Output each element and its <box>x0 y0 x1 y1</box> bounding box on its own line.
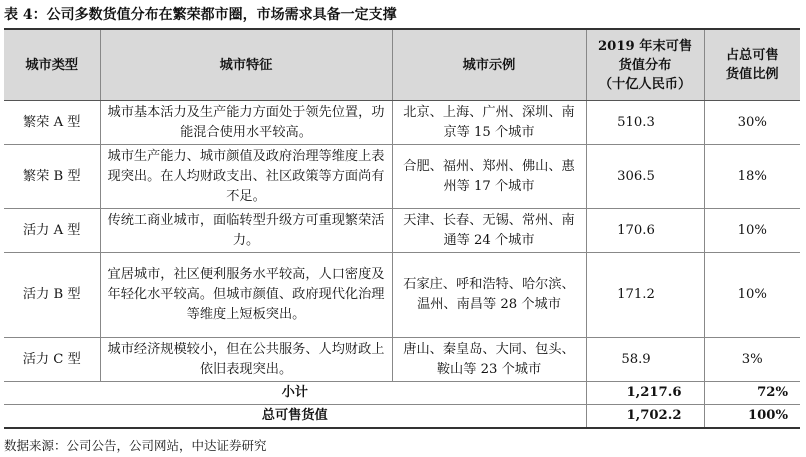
header-value <box>586 29 704 101</box>
share-cell: 3% <box>704 338 800 382</box>
total-row <box>4 405 800 429</box>
value-cell: 58.9 <box>586 338 704 382</box>
share-cell: 10% <box>704 253 800 338</box>
city-example: 石家庄、呼和浩特、哈尔滨、温州、南昌等 28 个城市 <box>392 253 586 338</box>
total-share: 100% <box>704 405 800 429</box>
value-cell: 306.5 <box>586 145 704 209</box>
header-city-example: 城市示例 <box>392 29 586 101</box>
header-row <box>4 29 800 101</box>
city-feature: 城市生产能力、城市颜值及政府治理等维度上表现突出。在人均财政支出、社区政策等方面尚有不足。 <box>100 145 392 209</box>
total-label: 总可售货值 <box>4 405 586 429</box>
total-value: 1,702.2 <box>586 405 704 429</box>
table-row <box>4 253 800 338</box>
city-example: 天津、长春、无锡、常州、南通等 24 个城市 <box>392 209 586 253</box>
city-type: 繁荣 B 型 <box>4 145 100 209</box>
header-city-feature: 城市特征 <box>100 29 392 101</box>
value-cell: 170.6 <box>586 209 704 253</box>
header-share-line1: 占总可售 <box>725 48 779 63</box>
value-cell: 171.2 <box>586 253 704 338</box>
city-feature: 城市基本活力及生产能力方面处于领先位置，功能混合使用水平较高。 <box>100 101 392 145</box>
city-feature: 宜居城市，社区便利服务水平较高，人口密度及年轻化水平较高。但城市颜值、政府现代化治理等维度上短板突出。 <box>100 253 392 338</box>
subtotal-row <box>4 382 800 405</box>
city-example: 合肥、福州、郑州、佛山、惠州等 17 个城市 <box>392 145 586 209</box>
city-feature: 传统工商业城市，面临转型升级方可重现繁荣活力。 <box>100 209 392 253</box>
table-row <box>4 338 800 382</box>
header-value-line2: 货值分布 <box>618 57 672 73</box>
table-row <box>4 209 800 253</box>
header-value-line1: 2019 年末可售 <box>597 38 693 54</box>
city-type: 活力 C 型 <box>4 338 100 382</box>
table-row <box>4 101 800 145</box>
share-cell: 30% <box>704 101 800 145</box>
header-value-line3: （十亿人民币） <box>598 76 692 92</box>
city-example: 北京、上海、广州、深圳、南京等 15 个城市 <box>392 101 586 145</box>
subtotal-label: 小计 <box>4 382 586 405</box>
value-cell: 510.3 <box>586 101 704 145</box>
share-cell: 10% <box>704 209 800 253</box>
data-source-note: 数据来源：公司公告，公司网站，中达证券研究 <box>4 438 267 453</box>
city-type: 繁荣 A 型 <box>4 101 100 145</box>
subtotal-value: 1,217.6 <box>586 382 704 405</box>
city-value-table <box>4 28 800 429</box>
header-share-line2: 货值比例 <box>725 67 779 82</box>
city-example: 唐山、秦皇岛、大同、包头、鞍山等 23 个城市 <box>392 338 586 382</box>
table-title: 表 4：公司多数货值分布在繁荣都市圈，市场需求具备一定支撑 <box>4 7 397 23</box>
city-type: 活力 A 型 <box>4 209 100 253</box>
share-cell: 18% <box>704 145 800 209</box>
header-city-type: 城市类型 <box>4 29 100 101</box>
header-share <box>704 29 800 101</box>
city-type: 活力 B 型 <box>4 253 100 338</box>
table-row <box>4 145 800 209</box>
subtotal-share: 72% <box>704 382 800 405</box>
city-feature: 城市经济规模较小，但在公共服务、人均财政上依旧表现突出。 <box>100 338 392 382</box>
